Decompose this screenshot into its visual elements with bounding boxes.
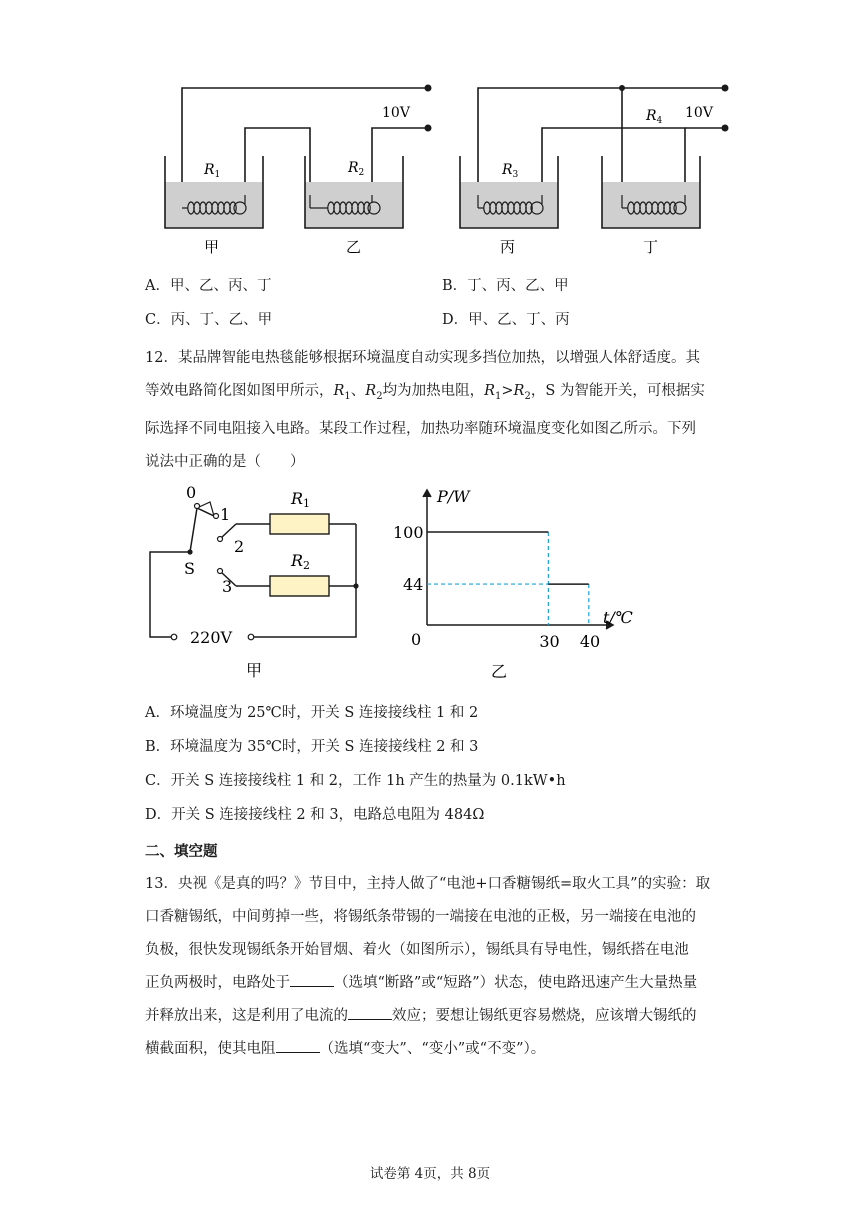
label-ding: 丁 [643, 238, 659, 256]
terminal-0-label: 0 [186, 483, 197, 502]
q12-option-b[interactable]: B．环境温度为 35℃时，开关 S 连接接线柱 2 和 3 [145, 739, 479, 755]
y-tick-100: 100 [393, 523, 424, 542]
r3-label: $R_3$ [502, 162, 519, 180]
q13-blank-3[interactable] [276, 1038, 320, 1053]
label-bing: 丙 [500, 238, 516, 256]
q11-option-b[interactable]: B．丁、丙、乙、甲 [442, 278, 569, 294]
y-axis-label: P/W [437, 487, 470, 506]
power-temperature-chart [385, 480, 665, 685]
section-title: 二、填空题 [145, 844, 218, 860]
q11-option-a[interactable]: A．甲、乙、丙、丁 [145, 278, 272, 294]
y-tick-44: 44 [403, 575, 424, 595]
voltage-label-right: 10V [685, 105, 713, 121]
x-axis-label: t/℃ [603, 608, 633, 627]
page-footer: 试卷第 4页，共 8页 [369, 1166, 491, 1182]
y-axis-arrow [423, 490, 431, 497]
r2-label: $R_2$ [348, 160, 365, 178]
circuit-r1-label: R1 [291, 489, 311, 510]
terminal-1-label: 1 [220, 505, 231, 524]
terminal-2-label: 2 [234, 537, 245, 556]
q12-option-c[interactable]: C．开关 S 连接接线柱 1 和 2，工作 1h 产生的热量为 0.1kW•h [145, 773, 566, 789]
x-tick-40: 40 [579, 632, 601, 651]
circuit-diagram [140, 480, 370, 685]
q12-option-d[interactable]: D．开关 S 连接接线柱 2 和 3，电路总电阻为 484Ω [145, 807, 485, 823]
q13-blank-2[interactable] [348, 1005, 392, 1020]
terminal-3-label: 3 [222, 577, 233, 596]
beaker-circuit-figure [140, 70, 740, 260]
origin-label: 0 [411, 630, 422, 649]
voltage-label-left: 10V [382, 105, 410, 121]
supply-label: 220V [190, 628, 233, 647]
q13-blank-1[interactable] [290, 972, 334, 987]
chart-caption: 乙 [491, 662, 508, 681]
q11-option-c[interactable]: C．丙、丁、乙、甲 [145, 312, 273, 328]
q12-option-a[interactable]: A．环境温度为 25℃时，开关 S 连接接线柱 1 和 2 [145, 705, 479, 721]
label-jia: 甲 [204, 238, 220, 256]
resistor-r2 [270, 576, 329, 596]
x-tick-30: 30 [539, 632, 560, 651]
r4-label: $R_4$ [646, 108, 663, 126]
circuit-r2-label: R2 [291, 551, 311, 572]
circuit-caption: 甲 [246, 661, 263, 680]
resistor-r1 [270, 514, 329, 534]
q13-stem: 13．央视《是真的吗？》节目中，主持人做了“电池+口香糖锡纸=取火工具”的实验：取 口香糖锡纸，中间剪掉一些，将锡纸条带锡的一端接在电池的正极，另一端接在电池的 负极，很快发现锡纸条开始冒烟、着火（如图所示），锡纸具有导电性，锡纸搭在电池 正负两极时，电路处于 （选填“断路”或“短路”）状态，使电路迅速产生大量热量 并释放出来，这是利用了电流的 效应；要想让锡纸更容易燃烧，应该增大锡纸的 横截面积，使其电阻 （选填“变大”、“变小”或“不变”）。 [145, 876, 711, 1057]
q11-option-d[interactable]: D．甲、乙、丁、丙 [442, 312, 570, 328]
r1-label: $R_1$ [204, 162, 221, 180]
q12-stem: 12．某品牌智能电热毯能够根据环境温度自动实现多挡位加热，以增强人体舒适度。其 等效电路简化图如图甲所示，$R_1$、$R_2$均为加热电阻，$R_1>R_2$，S 为智能开关，可根据实 际选择不同电阻接入电路。某段工作过程，加热功率随环境温度变化如图乙所示。下列 说法中正确的是（ ） [145, 350, 705, 470]
label-yi: 乙 [346, 238, 362, 256]
switch-label: S [184, 559, 195, 578]
